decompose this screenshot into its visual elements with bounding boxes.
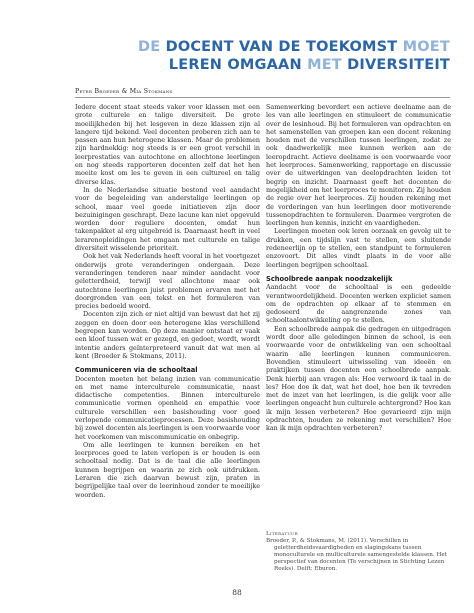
title-part: DE [137,39,166,55]
literature-label: Literatuur [266,531,298,537]
paragraph: Ook het vak Nederlands heeft vooral in het voortgezet onderwijs grote veranderingen ondergaan. Deze veranderingen tenderen naar minder aandacht voor geletterdheid, terwijl veel allochtone maar ook autochtone leerlingen juist problemen ervaren met het doorgronden van een tekst en het formuleren van precies bedoeld woord. [75,252,260,311]
section-heading: Communiceren via de schooltaal [75,366,198,375]
literature-section [266,531,451,573]
paragraph: Aandacht voor de schooltaal is een gedeelde verantwoordelijkheid. Docenten werken expliciet samen om de opdrachten op elkaar af te stemmen en gedoseerd de aangrenzende zones van schooltaalontwikkeling op te stellen. [266,283,451,325]
literature-reference: Broeder, P., & Stokmans, M. (2011). Verschillen in geletterdheidsvaardigheden en slagingskans tussen monoculturele en multiculturele samengestelde klassen. Het perspectief van docenten (Te verschijnen in Stichting Lezen Reeks). Delft: Eburon. [266,538,447,572]
author-byline: Peter Broeder & Mia Stokmans [75,88,173,95]
page-number: 88 [232,588,242,597]
paragraph: Iedere docent staat steeds vaker voor klassen met een grote culturele en talige diversiteit. De grote moeilijkheden bij het lesgeven in deze klassen zijn al langere tijd bekend. Veel docenten proberen zich aan te passen aan hun heterogene klassen. Maar de problemen zijn hardnekkig: nog steeds is er een groot verschil in leerprestaties van autochtone en allochtone leerlingen en nog steeds rapporteren docenten zelf dat het hen moeite kost om les te geven in een cultureel en talig diverse klas. [75,103,260,186]
paragraph: Om alle leerlingen te kunnen bereiken en het leerproces goed te laten verlopen is er houden is een schooltaal nodig. Dat is de taal die alle leerlingen kunnen begrijpen en waarin ze zich ook uitdrukken. Leraren die zich daarvan bewust zijn, praten in begrijpelijke taal over de leerinhoud zonder te moeilijke woorden. [75,440,260,499]
section-heading: Schoolbrede aanpak noodzakelijk [266,274,393,283]
title-part: LEREN OMGAAN [168,57,302,73]
paragraph: Docenten zijn zich er niet altijd van bewust dat het zij zeggen en doen door een heterogene klas verschillend begrepen kan worden. Op deze manier ontstaat er vaak een kloof tussen wat er gezegd, en gedoet, wordt, wordt intentie anders geïnterpreteerd vanuit dat wat men al kent (Broeder & Stokmans, 2011). [75,310,260,360]
title-part: DIVERSITEIT [347,57,450,73]
left-column [75,103,260,499]
title-part: MOET [397,39,450,55]
title-part: MET [301,57,348,73]
paragraph: Een schoolbrede aanpak die gedragen en uitgedragen wordt door alle geledingen binnen de school, is een voorwaarde voor de ontwikkeling van een schooltaal waarin alle leerlingen kunnen communiceren. Bovendien stimuleert uitwisseling van ideeën en praktijken tussen docenten een schoolbrede aanpak. Denk hierbij aan vragen als: Hoe verwoord ik taal in de les? Hoe doe ik dat, wat het doel, hoe ben ik tevreden met de inzet van het leerlingen, is die gelijk voor alle leerlingen ongeacht hun culturele achtergrond? Hoe kan ik mijn lessen verbeteren? Hoe gevarieerd zijn mijn opdrachten, houden ze rekening met verschillen? Hoe kan ik mijn opdrachten verbeteren? [266,324,451,433]
paragraph: In de Nederlandse situatie bestond veel aandacht voor de begeleiding van anderstalige leerlingen op school, maar veel goede initiatieven zijn door bezuinigingen geschrapt. Deze lacune kan niet opgevuld worden door reguliere docenten, omdat hun takenpakket al erg uitgebreid is. Daarnaast heeft in veel lerarenopleidingen het omgaan met culturele en talige diversiteit wisselende prioriteit. [75,185,260,253]
paragraph: Samenwerking bevordert een actieve deelname aan de les van alle leerlingen en stimuleert de communicatie over de lesinhoud. Bij het formuleren van opdrachten en het samenstellen van groepen kan een docent rekening houden met de verschillen tussen leerlingen, zodat ze ook daadwerkelijk mee kunnen werken aan de leeropdracht. Actieve deelname is een voorwaarde voor het leerproces. Samenwerking, rapportage en discussie over de uitwerkingen van deelopdrachten leiden tot begrip en inzicht. Daarnaast geeft het docenten de mogelijkheid om het leerproces te monitoren. Zij houden de regie over het leerproces. Zij houden rekening met de vorderingen van hun leerlingen door motiverende tussenopdrachten te formuleren. Daarmee vergroten de leerlingen hun kennis, inzicht en vaardigheden. [266,103,451,228]
right-column [266,103,451,433]
title-line-2 [138,56,450,74]
paragraph: Docenten moeten het belang inzien van communicatie en met name interculturele communicatie, naast didactische competenties. Binnen interculturele communicatie vormen openheid en empathie voor culturele verschillen een basishouding voor goed verlopende communicatieprocessen. Deze basishouding bij zowel docenten als leerlingen is een voorwaarde voor het voorkomen van miscommunicatie en onbegrip. [75,374,260,441]
paragraph: Leerlingen moeten ook leren oorzaak en gevolg uit te drukken, een tijdslijn vast te stellen, een sluitende redeneerlijn op te stellen, een standpunt te formuleren enzovoort. Dit alles vindt plaats in de voor alle leerlingen begrijpen schooltaal. [266,227,451,269]
header-divider [75,97,450,98]
title-part: DOCENT VAN DE TOEKOMST [165,39,398,55]
article-title [138,38,450,74]
title-line-1 [138,38,450,56]
